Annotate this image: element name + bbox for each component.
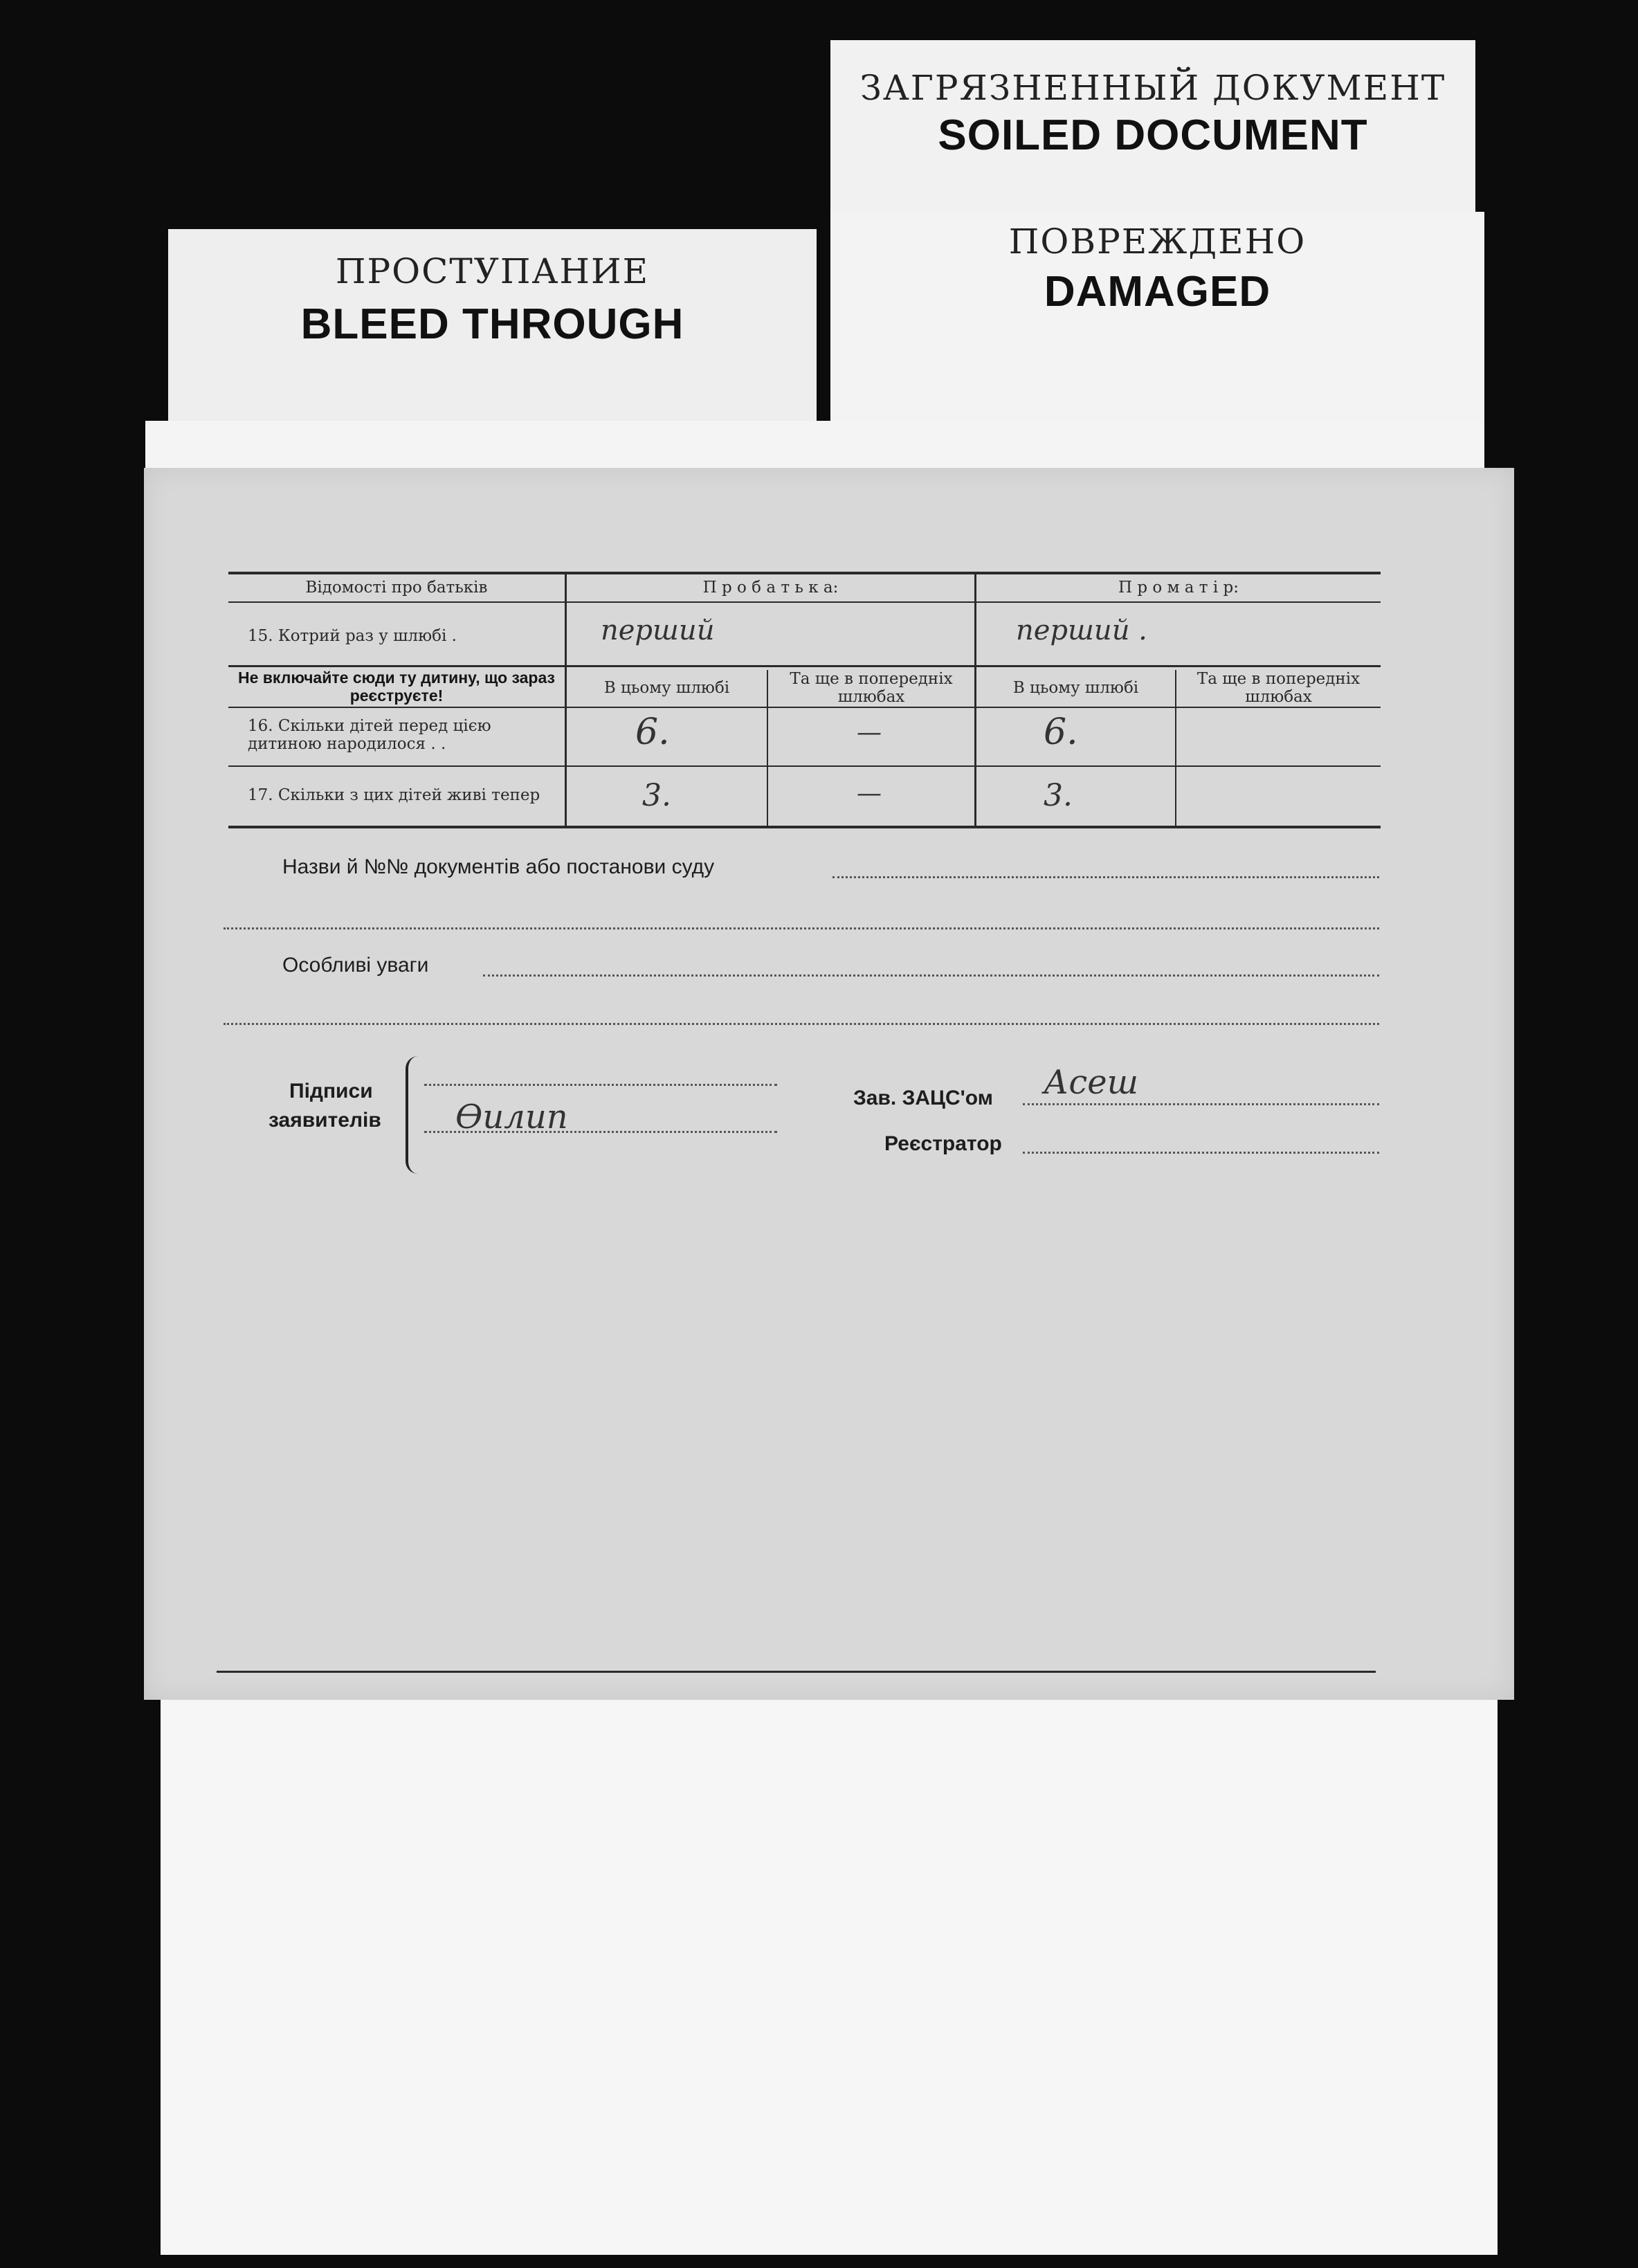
remarks-field-line-2 xyxy=(224,1023,1379,1025)
damaged-card-english: DAMAGED xyxy=(1044,268,1271,316)
registration-form-page xyxy=(144,468,1514,1700)
head-signature-line xyxy=(1023,1103,1379,1105)
signature-brace xyxy=(406,1056,424,1174)
remarks-label: Особливі уваги xyxy=(282,954,429,977)
bleed-card-english: BLEED THROUGH xyxy=(300,300,684,348)
remarks-field-line xyxy=(483,974,1379,977)
sub-prev-marriages-mother: Та ще в попередніх шлюбах xyxy=(1196,670,1361,706)
row17-father-prev: — xyxy=(857,779,882,808)
documents-field-line xyxy=(832,876,1379,878)
row17-father-this: 3. xyxy=(642,778,671,813)
header-mother: П р о м а т і р: xyxy=(1118,579,1239,597)
damaged-card-russian: ПОВРЕЖДЕНО xyxy=(1008,221,1307,262)
registrar-label: Реєстратор xyxy=(884,1132,1002,1155)
row16-father-this: 6. xyxy=(635,711,670,753)
page-bottom-rule xyxy=(217,1671,1376,1673)
row15-father-value: перший xyxy=(601,615,715,646)
head-signature: Асеш xyxy=(1044,1063,1139,1102)
applicant-signature: Ѳилип xyxy=(455,1098,568,1136)
row16-label: 16. Скільки дітей перед цією дитиною народилося . . xyxy=(248,717,491,753)
bleed-through-card xyxy=(168,229,817,437)
head-label: Зав. ЗАЦС'ом xyxy=(853,1087,993,1109)
row17-label: 17. Скільки з цих дітей живі тепер xyxy=(248,786,540,804)
row15-label: 15. Котрий раз у шлюбі . xyxy=(248,627,457,645)
row16-father-prev: — xyxy=(857,718,882,747)
applicant-signature-line-1 xyxy=(424,1084,777,1086)
signatures-label-line2: заявителів xyxy=(269,1109,381,1132)
header-father: П р о б а т ь к а: xyxy=(702,579,839,597)
header-parents-info: Відомості про батьків xyxy=(305,579,488,597)
table-rule xyxy=(228,601,1381,603)
soiled-card-english: SOILED DOCUMENT xyxy=(938,111,1368,159)
documents-field-line-2 xyxy=(224,927,1379,929)
sub-this-marriage-mother: В цьому шлюбі xyxy=(1012,679,1139,697)
row16-mother-this: 6. xyxy=(1044,711,1078,753)
exclusion-note: Не включайте сюди ту дитину, що зараз реєструєте! xyxy=(237,669,555,705)
table-rule xyxy=(228,765,1381,767)
soiled-card-russian: ЗАГРЯЗНЕННЫЙ ДОКУМЕНТ xyxy=(859,68,1446,108)
signatures-label-line1: Підписи xyxy=(289,1080,373,1103)
sub-prev-marriages-father: Та ще в попередніх шлюбах xyxy=(790,670,953,706)
registrar-signature-line xyxy=(1023,1152,1379,1154)
documents-label: Назви й №№ документів або постанови суду xyxy=(282,855,715,878)
sub-this-marriage-father: В цьому шлюбі xyxy=(603,679,730,697)
row15-mother-value: перший . xyxy=(1016,615,1147,646)
table-col-divider xyxy=(974,572,976,828)
table-rule xyxy=(228,707,1381,708)
damaged-card xyxy=(830,212,1484,437)
table-rule xyxy=(228,665,1381,667)
table-bottom-rule xyxy=(228,826,1381,828)
row17-mother-this: 3. xyxy=(1044,778,1073,813)
lower-sheet xyxy=(161,1661,1498,2255)
bleed-card-russian: ПРОСТУПАНИЕ xyxy=(335,251,650,291)
table-top-rule xyxy=(228,572,1381,574)
